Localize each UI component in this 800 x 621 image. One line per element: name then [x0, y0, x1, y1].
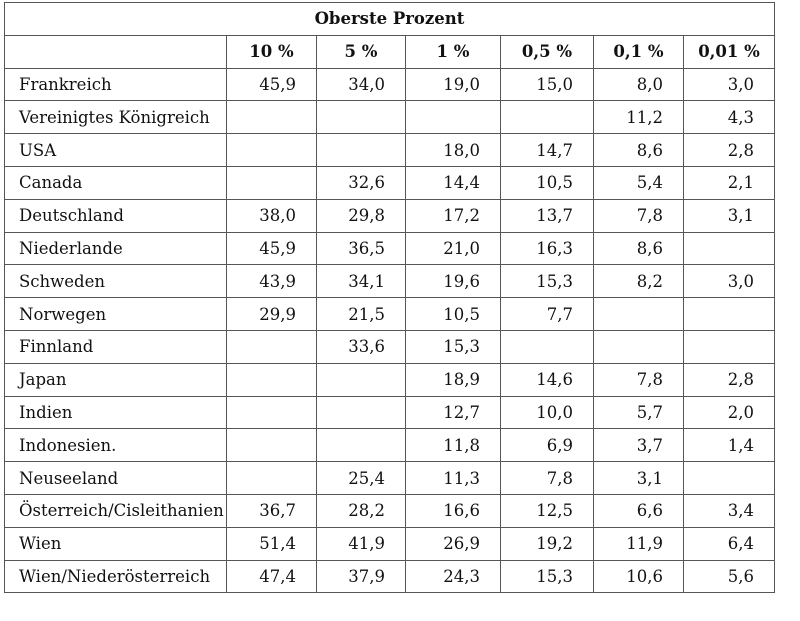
table-row	[5, 199, 775, 232]
value-cell: 10,6	[594, 560, 684, 593]
value-cell: 47,4	[227, 560, 317, 593]
value-cell	[684, 462, 775, 495]
column-header: 10 %	[227, 35, 317, 68]
row-label: Norwegen	[5, 298, 227, 331]
value-cell: 1,4	[684, 429, 775, 462]
value-cell: 25,4	[317, 462, 406, 495]
row-label: Canada	[5, 166, 227, 199]
value-cell	[406, 101, 501, 134]
value-cell: 5,6	[684, 560, 775, 593]
value-cell: 10,5	[501, 166, 594, 199]
value-cell: 3,1	[684, 199, 775, 232]
table-row	[5, 330, 775, 363]
row-label: Schweden	[5, 265, 227, 298]
value-cell: 8,0	[594, 68, 684, 101]
value-cell: 36,5	[317, 232, 406, 265]
value-cell	[317, 396, 406, 429]
table-row	[5, 68, 775, 101]
column-header: 0,5 %	[501, 35, 594, 68]
value-cell: 8,2	[594, 265, 684, 298]
table-row	[5, 232, 775, 265]
value-cell: 34,0	[317, 68, 406, 101]
value-cell: 5,7	[594, 396, 684, 429]
value-cell	[227, 429, 317, 462]
table-row	[5, 396, 775, 429]
value-cell: 2,0	[684, 396, 775, 429]
value-cell	[227, 134, 317, 167]
value-cell	[317, 429, 406, 462]
value-cell: 21,0	[406, 232, 501, 265]
row-label: Österreich/Cisleithanien	[5, 494, 227, 527]
value-cell: 41,9	[317, 527, 406, 560]
value-cell: 33,6	[317, 330, 406, 363]
table-title: Oberste Prozent	[5, 3, 775, 36]
value-cell	[227, 363, 317, 396]
value-cell: 10,5	[406, 298, 501, 331]
table-row	[5, 462, 775, 495]
value-cell	[227, 166, 317, 199]
row-label: Deutschland	[5, 199, 227, 232]
value-cell: 34,1	[317, 265, 406, 298]
value-cell	[684, 330, 775, 363]
value-cell: 7,7	[501, 298, 594, 331]
value-cell: 15,3	[501, 560, 594, 593]
value-cell: 13,7	[501, 199, 594, 232]
row-label: Frankreich	[5, 68, 227, 101]
table-row	[5, 134, 775, 167]
value-cell: 24,3	[406, 560, 501, 593]
value-cell: 14,4	[406, 166, 501, 199]
value-cell: 36,7	[227, 494, 317, 527]
value-cell	[501, 101, 594, 134]
value-cell	[317, 101, 406, 134]
value-cell: 19,0	[406, 68, 501, 101]
column-header: 0,1 %	[594, 35, 684, 68]
table-row	[5, 560, 775, 593]
value-cell: 6,6	[594, 494, 684, 527]
value-cell: 16,3	[501, 232, 594, 265]
value-cell	[501, 330, 594, 363]
value-cell: 7,8	[501, 462, 594, 495]
row-label: Finnland	[5, 330, 227, 363]
value-cell	[317, 363, 406, 396]
table-row	[5, 166, 775, 199]
value-cell: 26,9	[406, 527, 501, 560]
value-cell	[594, 330, 684, 363]
row-label: Neuseeland	[5, 462, 227, 495]
value-cell: 2,8	[684, 134, 775, 167]
value-cell: 6,9	[501, 429, 594, 462]
income-share-table	[4, 2, 775, 593]
value-cell: 11,3	[406, 462, 501, 495]
column-header: 0,01 %	[684, 35, 775, 68]
value-cell: 45,9	[227, 68, 317, 101]
row-label: Vereinigtes Königreich	[5, 101, 227, 134]
value-cell: 21,5	[317, 298, 406, 331]
table-row	[5, 101, 775, 134]
value-cell: 29,8	[317, 199, 406, 232]
value-cell: 32,6	[317, 166, 406, 199]
value-cell: 3,4	[684, 494, 775, 527]
header-empty-cell	[5, 35, 227, 68]
value-cell: 16,6	[406, 494, 501, 527]
value-cell: 19,2	[501, 527, 594, 560]
table-row	[5, 363, 775, 396]
column-header: 1 %	[406, 35, 501, 68]
row-label: Niederlande	[5, 232, 227, 265]
row-label: Wien	[5, 527, 227, 560]
row-label: Wien/Niederösterreich	[5, 560, 227, 593]
value-cell: 8,6	[594, 134, 684, 167]
value-cell: 2,8	[684, 363, 775, 396]
value-cell: 18,0	[406, 134, 501, 167]
value-cell: 5,4	[594, 166, 684, 199]
value-cell	[684, 298, 775, 331]
row-label: USA	[5, 134, 227, 167]
value-cell: 7,8	[594, 199, 684, 232]
table-body	[5, 68, 775, 593]
value-cell: 3,0	[684, 265, 775, 298]
value-cell	[684, 232, 775, 265]
value-cell: 17,2	[406, 199, 501, 232]
value-cell: 12,7	[406, 396, 501, 429]
value-cell: 15,3	[406, 330, 501, 363]
value-cell: 6,4	[684, 527, 775, 560]
value-cell	[317, 134, 406, 167]
table-row	[5, 429, 775, 462]
table-row	[5, 265, 775, 298]
value-cell: 4,3	[684, 101, 775, 134]
value-cell: 28,2	[317, 494, 406, 527]
value-cell: 11,2	[594, 101, 684, 134]
value-cell: 51,4	[227, 527, 317, 560]
value-cell	[594, 298, 684, 331]
value-cell	[227, 330, 317, 363]
header-row	[5, 35, 775, 68]
value-cell: 43,9	[227, 265, 317, 298]
row-label: Indien	[5, 396, 227, 429]
value-cell: 2,1	[684, 166, 775, 199]
value-cell: 15,3	[501, 265, 594, 298]
value-cell: 37,9	[317, 560, 406, 593]
value-cell	[227, 396, 317, 429]
column-header: 5 %	[317, 35, 406, 68]
value-cell: 11,8	[406, 429, 501, 462]
value-cell: 38,0	[227, 199, 317, 232]
value-cell: 45,9	[227, 232, 317, 265]
value-cell: 14,7	[501, 134, 594, 167]
row-label: Japan	[5, 363, 227, 396]
value-cell: 3,0	[684, 68, 775, 101]
table-row	[5, 494, 775, 527]
value-cell: 19,6	[406, 265, 501, 298]
value-cell	[227, 462, 317, 495]
value-cell: 12,5	[501, 494, 594, 527]
table-row	[5, 527, 775, 560]
value-cell: 8,6	[594, 232, 684, 265]
row-label: Indonesien.	[5, 429, 227, 462]
table-container	[4, 2, 775, 593]
value-cell: 29,9	[227, 298, 317, 331]
value-cell	[227, 101, 317, 134]
value-cell: 3,1	[594, 462, 684, 495]
value-cell: 14,6	[501, 363, 594, 396]
value-cell: 15,0	[501, 68, 594, 101]
value-cell: 3,7	[594, 429, 684, 462]
title-row	[5, 3, 775, 36]
value-cell: 11,9	[594, 527, 684, 560]
value-cell: 18,9	[406, 363, 501, 396]
value-cell: 7,8	[594, 363, 684, 396]
value-cell: 10,0	[501, 396, 594, 429]
table-row	[5, 298, 775, 331]
